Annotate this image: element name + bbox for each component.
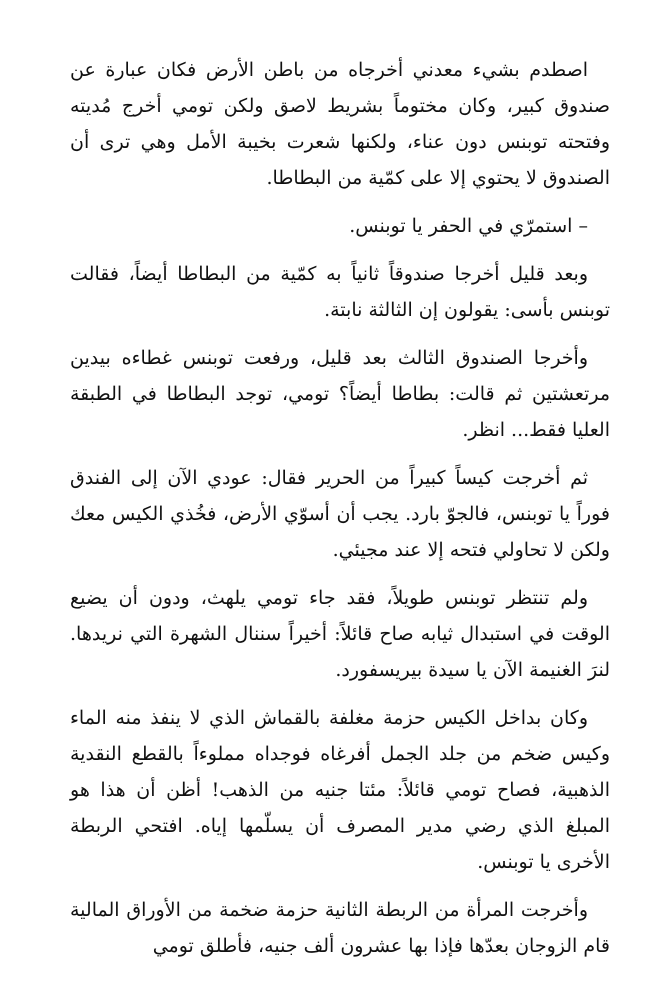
paragraph-2-dialogue: – استمرّي في الحفر يا توبنس.: [349, 215, 588, 237]
paragraph-3: وبعد قليل أخرجا صندوقاً ثانياً به كمّية من البطاطا أيضاً، فقالت توبنس بأسى: يقولون إن الثالثة نابتة.: [70, 263, 610, 321]
paragraph-5: ثم أخرجت كيساً كبيراً من الحرير فقال: عودي الآن إلى الفندق فوراً يا توبنس، فالجوّ بارد. يجب أن أسوّي الأرض، فخُذي الكيس معك ولكن لا تحاولي فتحه إلا عند مجيئي.: [70, 467, 610, 561]
paragraph-6: ولم تنتظر توبنس طويلاً، فقد جاء تومي يلهث، ودون أن يضيع الوقت في استبدال ثيابه صاح قائلاً: أخيراً سننال الشهرة التي نريدها. لنرَ الغنيمة الآن يا سيدة بيريسفورد.: [70, 587, 610, 681]
paragraph-1: اصطدم بشيء معدني أخرجاه من باطن الأرض فكان عبارة عن صندوق كبير، وكان مختوماً بشريط لاصق ولكن تومي أخرج مُديته وفتحته توبنس دون عناء، ولكنها شعرت بخيبة الأمل وهي ترى أن الصندوق لا يحتوي إلا على كمّية من البطاطا.: [70, 59, 610, 189]
paragraph-8: وأخرجت المرأة من الربطة الثانية حزمة ضخمة من الأوراق المالية قام الزوجان بعدّها فإذا بها عشرون ألف جنيه، فأطلق تومي: [70, 899, 610, 957]
book-page-text: [70, 52, 610, 976]
paragraph-7: وكان بداخل الكيس حزمة مغلفة بالقماش الذي لا ينفذ منه الماء وكيس ضخم من جلد الجمل أفرغاه فوجداه مملوءاً بالقطع النقدية الذهبية، فصاح تومي قائلاً: مئتا جنيه من الذهب! أظن أن هذا هو المبلغ الذي رضي مدير المصرف أن يسلّمها إياه. افتحي الربطة الأخرى يا توبنس.: [70, 707, 610, 873]
paragraph-4: وأخرجا الصندوق الثالث بعد قليل، ورفعت توبنس غطاءه بيدين مرتعشتين ثم قالت: بطاطا أيضاً؟ تومي، توجد البطاطا في الطبقة العليا فقط... انظر.: [70, 347, 610, 441]
